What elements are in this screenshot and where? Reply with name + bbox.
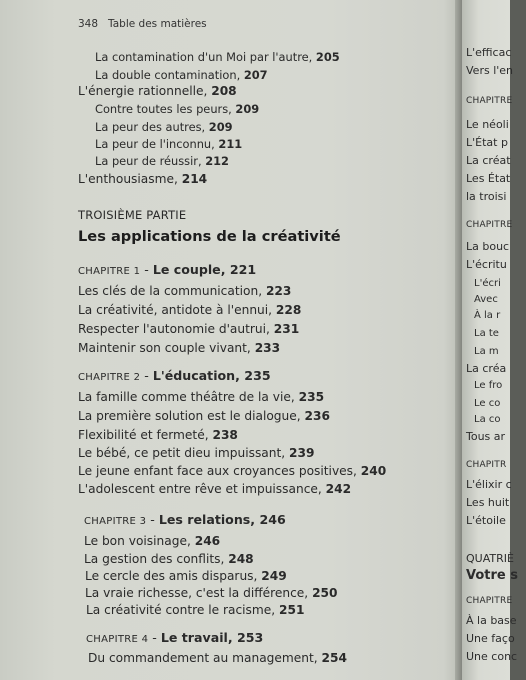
toc-entry: La créativité, antidote à l'ennui, 228 xyxy=(78,303,302,317)
header-title: Table des matières xyxy=(108,18,207,30)
page-number: 348 xyxy=(78,18,99,30)
right-fragment: CHAPITRE xyxy=(466,596,513,606)
right-fragment: La créat xyxy=(466,154,511,167)
right-fragment: La co xyxy=(474,414,501,425)
right-fragment: Le co xyxy=(474,398,501,409)
right-fragment: L'écritu xyxy=(466,258,507,271)
right-fragment: La bouc xyxy=(466,240,510,253)
right-fragment: La créa xyxy=(466,362,507,375)
toc-entry: La double contamination, 207 xyxy=(95,68,268,82)
chapter-heading: CHAPITRE 4 - Le travail, 253 xyxy=(86,630,264,645)
toc-entry: Le cercle des amis disparus, 249 xyxy=(85,569,287,583)
right-fragment: Avec xyxy=(474,294,498,305)
part-title: Les applications de la créativité xyxy=(78,228,341,245)
toc-entry: Le bon voisinage, 246 xyxy=(84,534,221,548)
right-fragment: Vers l'en xyxy=(466,64,514,77)
toc-entry: La peur des autres, 209 xyxy=(95,120,233,134)
toc-entry: La première solution est le dialogue, 236 xyxy=(78,409,330,423)
right-fragment: À la r xyxy=(474,310,501,321)
right-fragment: CHAPITRE xyxy=(466,220,513,230)
toc-entry: Du commandement au management, 254 xyxy=(88,651,347,665)
toc-entry: Les clés de la communication, 223 xyxy=(78,284,292,298)
right-fragment: Les État xyxy=(466,172,511,185)
right-page-text xyxy=(466,0,526,680)
right-fragment: L'efficac xyxy=(466,46,512,59)
toc-entry: La vraie richesse, c'est la différence, 250 xyxy=(85,586,338,600)
right-fragment: Une conc xyxy=(466,650,518,663)
toc-entry: Le jeune enfant face aux croyances positives, 240 xyxy=(78,464,387,478)
right-fragment: L'élixir c xyxy=(466,478,512,491)
right-fragment: Le fro xyxy=(474,380,503,391)
right-fragment: La te xyxy=(474,328,499,339)
toc-entry: Maintenir son couple vivant, 233 xyxy=(78,341,281,355)
toc-entry: Respecter l'autonomie d'autrui, 231 xyxy=(78,322,300,336)
right-fragment: QUATRIÈ xyxy=(466,552,514,565)
toc-entry: La contamination d'un Moi par l'autre, 205 xyxy=(95,50,340,64)
toc-entry: La peur de réussir, 212 xyxy=(95,154,229,168)
toc-entry: La famille comme théâtre de la vie, 235 xyxy=(78,390,325,404)
right-fragment: la troisi xyxy=(466,190,507,203)
right-fragment: Votre s xyxy=(466,568,518,583)
right-fragment: L'étoile xyxy=(466,514,506,527)
right-fragment: Le néoli xyxy=(466,118,509,131)
toc-entry: La gestion des conflits, 248 xyxy=(84,552,254,566)
toc-entry: La créativité contre le racisme, 251 xyxy=(86,603,305,617)
toc-entry: Le bébé, ce petit dieu impuissant, 239 xyxy=(78,446,315,460)
toc-entry: L'adolescent entre rêve et impuissance, 242 xyxy=(78,482,352,496)
right-fragment: Tous ar xyxy=(466,430,506,443)
chapter-heading: CHAPITRE 1 - Le couple, 221 xyxy=(78,262,257,277)
toc-entry: L'énergie rationnelle, 208 xyxy=(78,84,237,98)
part-label: TROISIÈME PARTIE xyxy=(78,208,187,222)
right-fragment: La m xyxy=(474,346,499,357)
toc-entry: La peur de l'inconnu, 211 xyxy=(95,137,243,151)
right-fragment: CHAPITR xyxy=(466,460,507,470)
toc-entry: Contre toutes les peurs, 209 xyxy=(95,102,260,116)
right-fragment: Les huit xyxy=(466,496,510,509)
right-page xyxy=(462,0,518,680)
running-header xyxy=(78,18,207,30)
chapter-heading: CHAPITRE 3 - Les relations, 246 xyxy=(84,512,286,527)
right-fragment: À la base xyxy=(466,614,517,627)
right-fragment: Une faço xyxy=(466,632,515,645)
toc-entry: Flexibilité et fermeté, 238 xyxy=(78,428,238,442)
right-fragment: L'écri xyxy=(474,278,501,289)
chapter-heading: CHAPITRE 2 - L'éducation, 235 xyxy=(78,368,271,383)
toc-entry: L'enthousiasme, 214 xyxy=(78,172,208,186)
right-fragment: L'État p xyxy=(466,136,508,149)
right-fragment: CHAPITRE xyxy=(466,96,513,106)
